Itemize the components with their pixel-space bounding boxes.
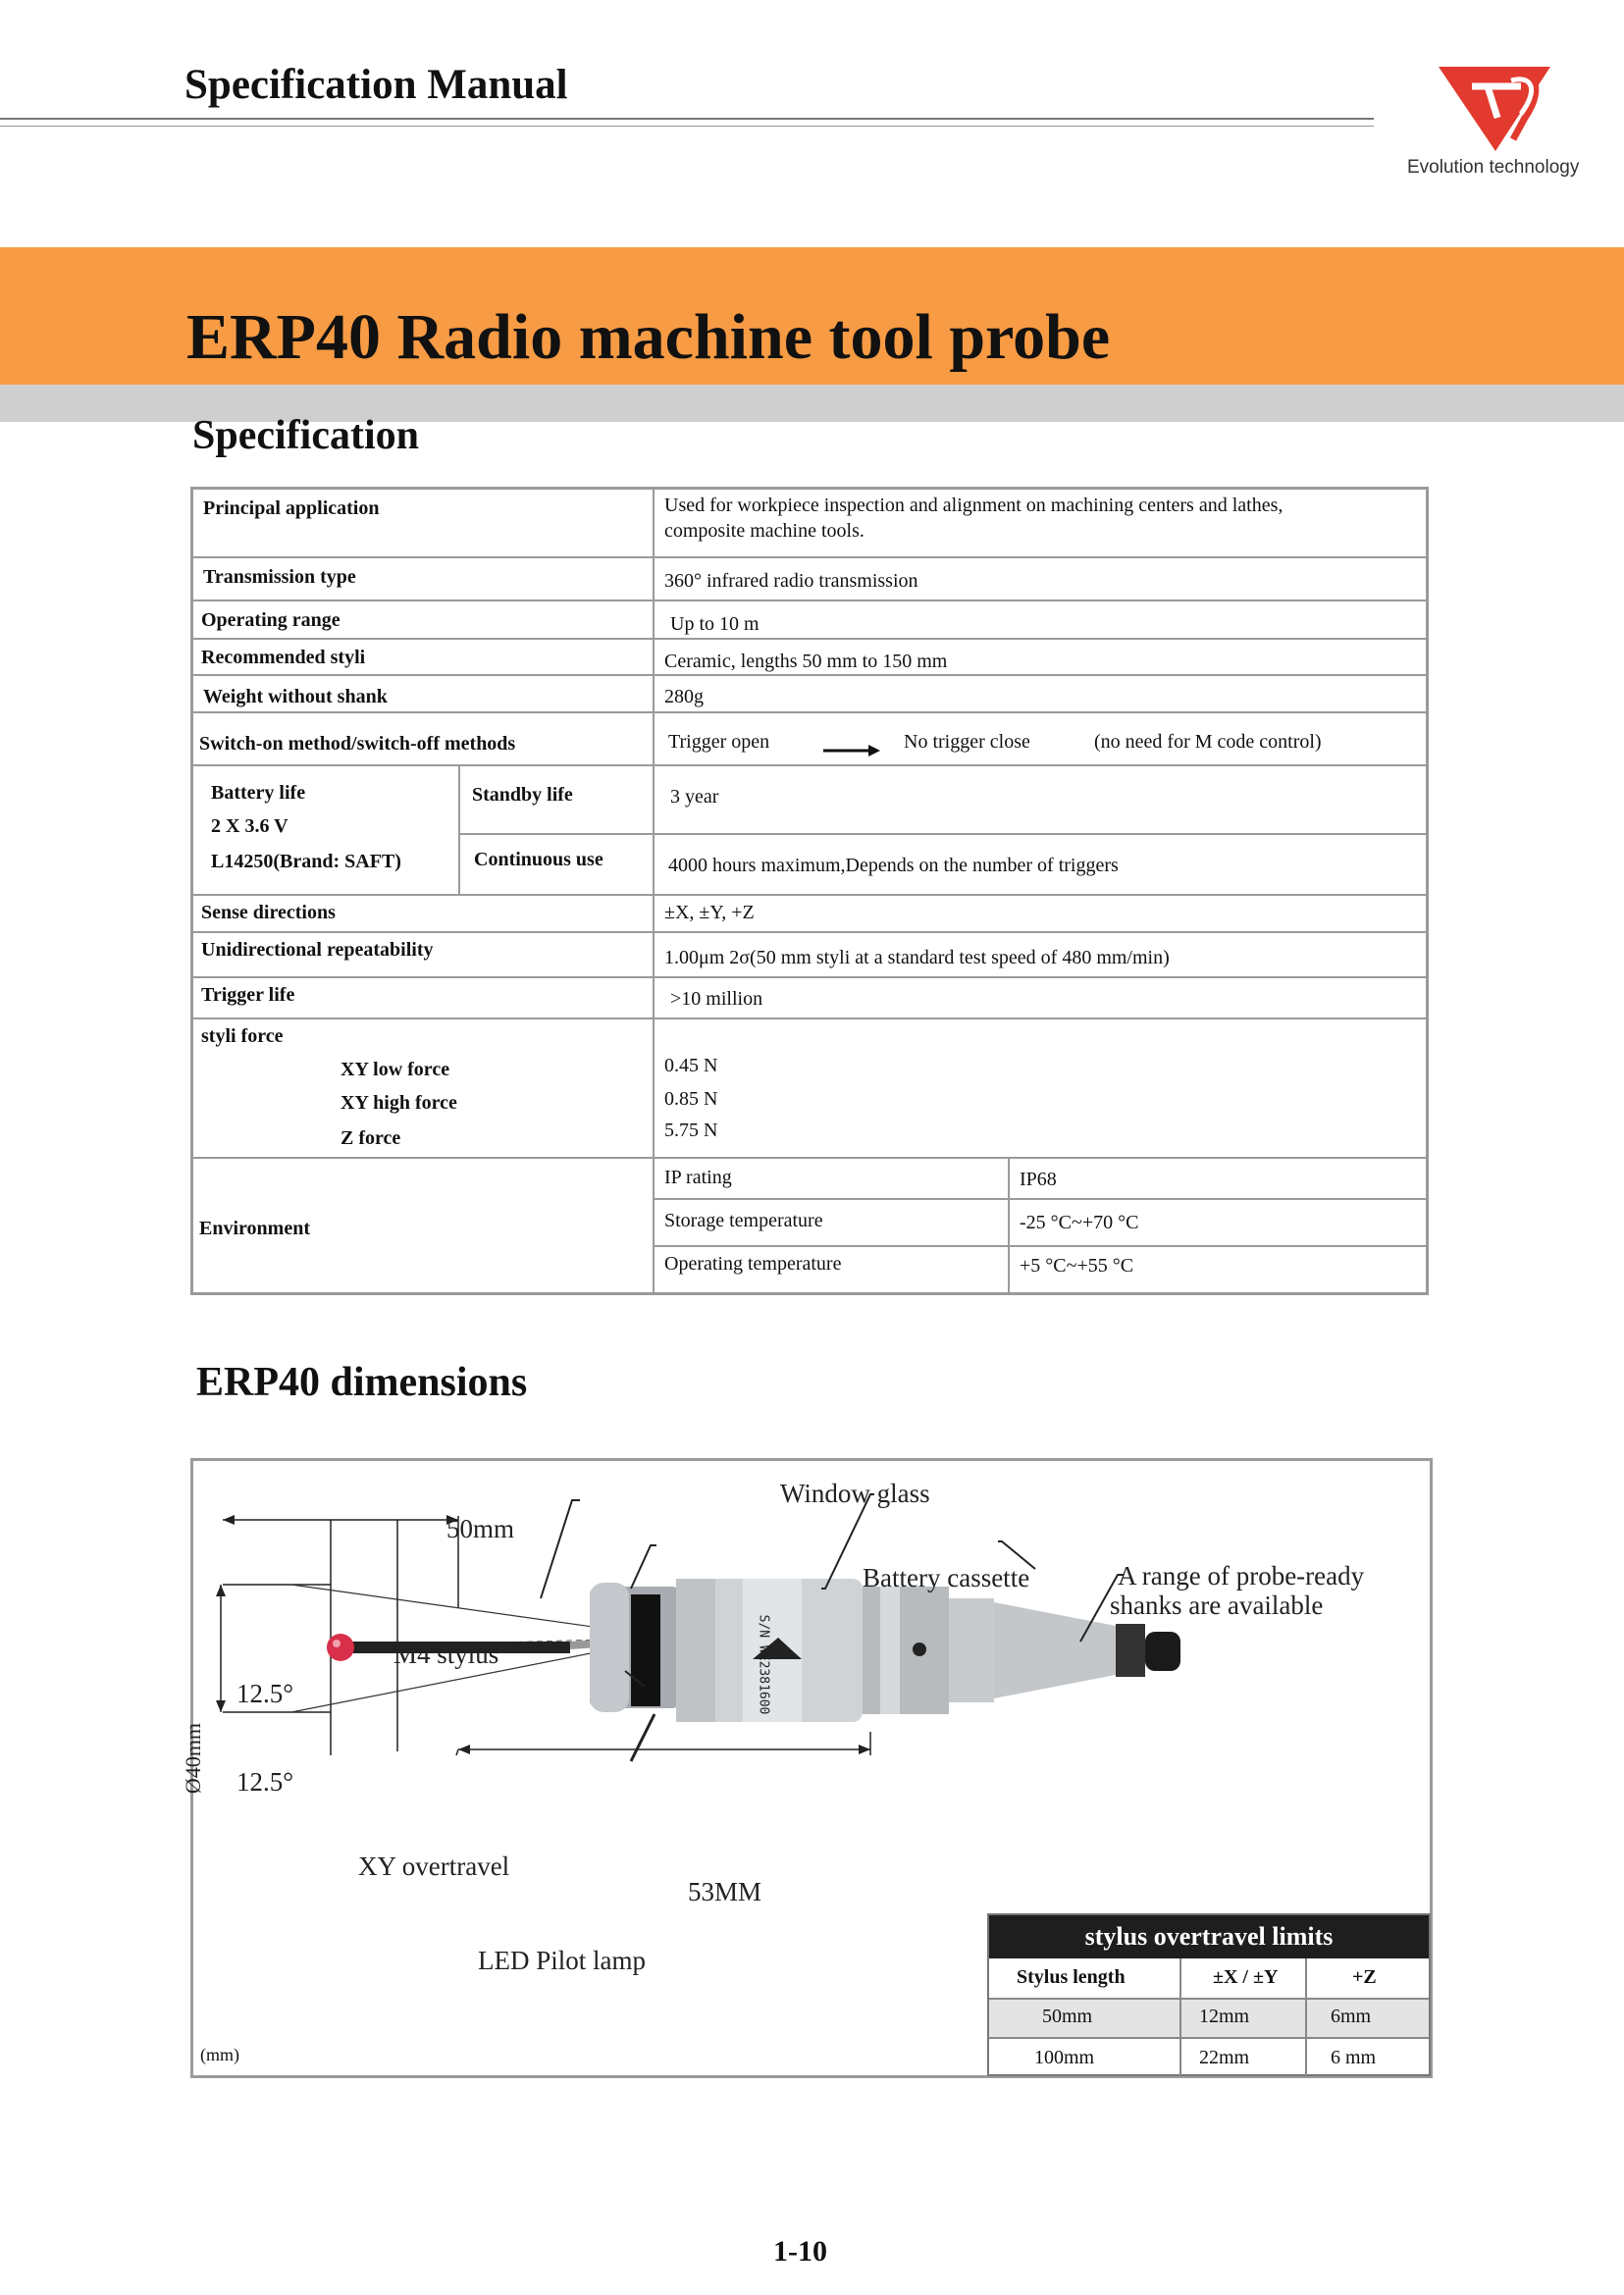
overtravel-cell: 22mm — [1199, 2047, 1250, 2068]
dimensions-heading: ERP40 dimensions — [196, 1360, 528, 1405]
standby-label: Standby life — [472, 784, 573, 806]
principal-application-label: Principal application — [203, 497, 380, 519]
xy-low-force-value: 0.45 N — [664, 1055, 718, 1076]
specification-table — [190, 487, 1429, 1295]
document-title: Specification Manual — [184, 62, 568, 108]
length-50mm-label: 50mm — [446, 1514, 515, 1543]
operating-temp-value: +5 °C~+55 °C — [1020, 1255, 1134, 1277]
battery-cassette-label: Battery cassette — [863, 1563, 1030, 1592]
units-note: (mm) — [200, 2045, 239, 2064]
led-pilot-label: LED Pilot lamp — [478, 1946, 646, 1975]
window-glass-label: Window glass — [780, 1479, 930, 1508]
angle-top-label: 12.5° — [236, 1679, 294, 1708]
switch-note: (no need for M code control) — [1094, 731, 1322, 753]
repeatability-value: 1.00μm 2σ(50 mm styli at a standard test speed of 480 mm/min) — [664, 947, 1170, 968]
overtravel-header-xy: ±X / ±Y — [1213, 1966, 1279, 1988]
standby-value: 3 year — [670, 786, 719, 808]
shanks-label-1: A range of probe-ready — [1118, 1561, 1365, 1591]
arrow-right-icon — [823, 743, 882, 758]
overtravel-cell: 12mm — [1199, 2006, 1250, 2027]
z-force-value: 5.75 N — [664, 1120, 718, 1141]
z-force-label: Z force — [341, 1127, 401, 1149]
overtravel-header-length: Stylus length — [1017, 1966, 1126, 1988]
styli-force-label: styli force — [201, 1025, 284, 1047]
overtravel-cell: 6 mm — [1331, 2047, 1377, 2068]
operating-temp-label: Operating temperature — [664, 1253, 842, 1275]
specification-heading: Specification — [192, 413, 419, 458]
transmission-label: Transmission type — [203, 566, 356, 588]
battery-model: L14250(Brand: SAFT) — [211, 851, 401, 872]
overtravel-table — [987, 1913, 1431, 2076]
shanks-label-2: shanks are available — [1110, 1591, 1324, 1620]
battery-voltage: 2 X 3.6 V — [211, 815, 288, 837]
diameter-label: Ø40mm — [181, 1722, 206, 1795]
m4-stylus-label: M4 stylus — [393, 1640, 499, 1669]
transmission-value: 360° infrared radio transmission — [664, 570, 918, 592]
logo-text: Evolution technology — [1407, 157, 1580, 178]
storage-temp-value: -25 °C~+70 °C — [1020, 1212, 1139, 1233]
continuous-label: Continuous use — [474, 849, 603, 870]
length-53mm-label: 53MM — [688, 1877, 762, 1906]
switch-label: Switch-on method/switch-off methods — [199, 733, 516, 755]
header-rule — [0, 118, 1374, 120]
overtravel-title: stylus overtravel limits — [989, 1915, 1429, 1958]
styli-value: Ceramic, lengths 50 mm to 150 mm — [664, 651, 948, 672]
xy-overtravel-label: XY overtravel — [358, 1852, 510, 1881]
sense-label: Sense directions — [201, 902, 336, 923]
product-title: ERP40 Radio machine tool probe — [186, 301, 1111, 373]
environment-label: Environment — [199, 1218, 310, 1239]
battery-label: Battery life — [211, 782, 306, 804]
xy-high-force-value: 0.85 N — [664, 1088, 718, 1110]
storage-temp-label: Storage temperature — [664, 1210, 823, 1231]
trigger-life-label: Trigger life — [201, 984, 295, 1006]
overtravel-cell: 100mm — [1034, 2047, 1095, 2068]
xy-low-force-label: XY low force — [341, 1059, 450, 1080]
weight-label: Weight without shank — [203, 686, 388, 707]
angle-bottom-label: 12.5° — [236, 1767, 294, 1797]
header-rule-thin — [0, 126, 1374, 127]
page-number: 1-10 — [773, 2235, 827, 2268]
styli-label: Recommended styli — [201, 647, 366, 668]
continuous-value: 4000 hours maximum,Depends on the number of triggers — [668, 855, 1119, 876]
switch-open: Trigger open — [668, 731, 770, 753]
trigger-life-value: >10 million — [670, 988, 763, 1010]
operating-range-label: Operating range — [201, 609, 341, 631]
ip-rating-label: IP rating — [664, 1167, 732, 1188]
xy-high-force-label: XY high force — [341, 1092, 457, 1114]
overtravel-header-z: +Z — [1352, 1966, 1377, 1988]
switch-close: No trigger close — [904, 731, 1030, 753]
sense-value: ±X, ±Y, +Z — [664, 902, 755, 923]
ip-rating-value: IP68 — [1020, 1169, 1057, 1190]
principal-application-value-2: composite machine tools. — [664, 520, 864, 542]
repeatability-label: Unidirectional repeatability — [201, 939, 434, 961]
principal-application-value-1: Used for workpiece inspection and alignment on machining centers and lathes, — [664, 495, 1283, 516]
weight-value: 280g — [664, 686, 704, 707]
overtravel-cell: 50mm — [1042, 2006, 1093, 2027]
overtravel-cell: 6mm — [1331, 2006, 1372, 2027]
serial-number: S/N WE2381600 — [756, 1614, 771, 1715]
operating-range-value: Up to 10 m — [670, 613, 760, 635]
